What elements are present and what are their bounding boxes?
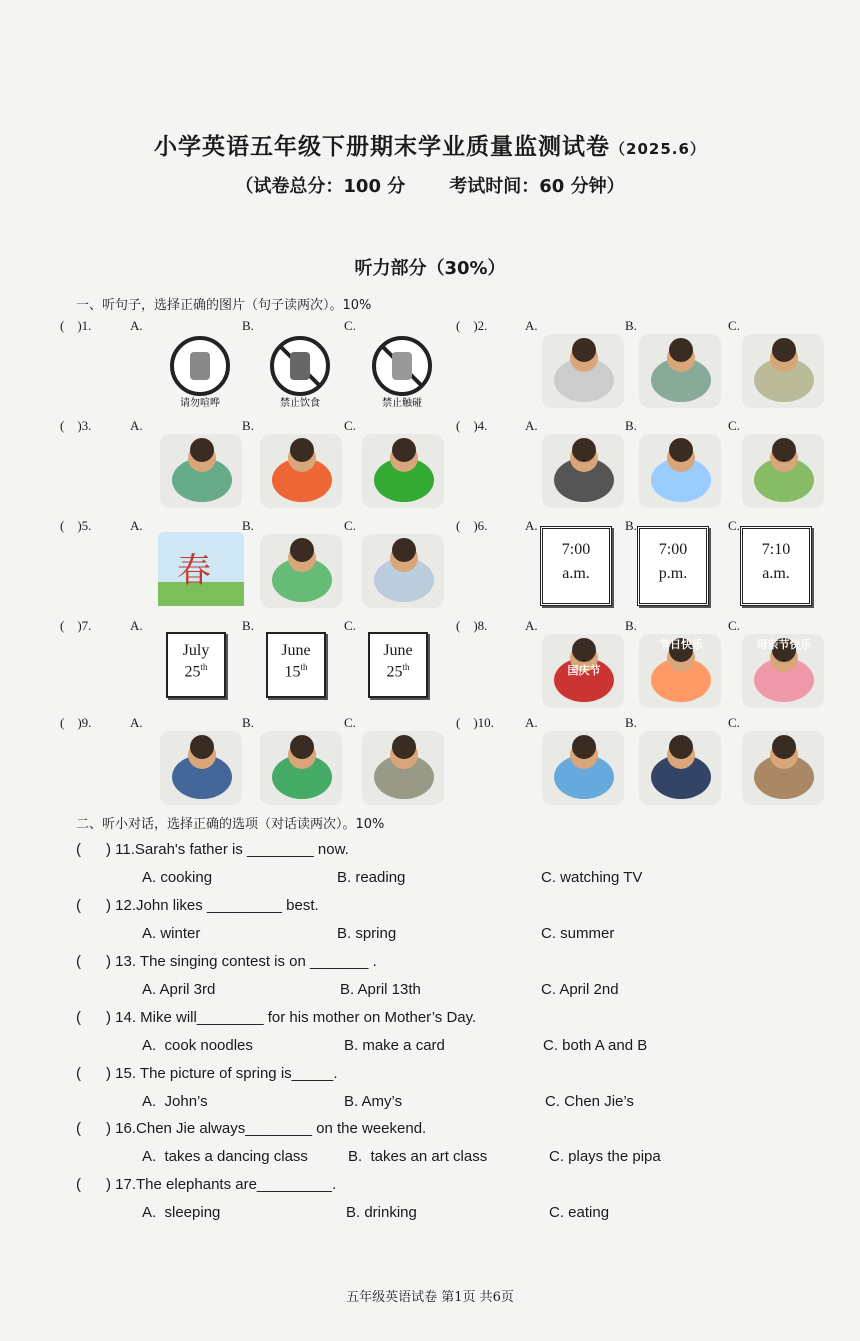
clock-time: 7:00: [658, 541, 688, 558]
option-letter: C.: [344, 715, 356, 730]
illustration-icon: [540, 332, 628, 412]
option-letter: A.: [130, 618, 143, 633]
dialogue-question: ( ) 16.Chen Jie always________ on the weekend.: [76, 1120, 427, 1137]
illustration-icon: [360, 729, 448, 809]
dialogue-question: ( ) 12.John likes _________ best.: [76, 897, 319, 914]
illustration-icon: [258, 729, 346, 809]
illustration-icon: [540, 432, 628, 512]
illustration-icon: [637, 632, 725, 712]
option-letter: A.: [525, 715, 538, 730]
date-suffix: th: [402, 662, 410, 672]
answer-option-a[interactable]: A. cook noodles: [142, 1037, 253, 1054]
illustration-icon: [258, 532, 346, 612]
option-picture[interactable]: [258, 432, 346, 516]
answer-option-b[interactable]: B. Amy’s: [344, 1093, 403, 1110]
option-picture[interactable]: [540, 729, 628, 813]
date-day: 25: [386, 663, 403, 681]
option-letter: C.: [728, 715, 740, 730]
answer-option-b[interactable]: B. April 13th: [340, 981, 421, 998]
option-letter: B.: [625, 418, 637, 433]
question-number: ( )8.: [456, 618, 488, 633]
answer-option-a[interactable]: A. sleeping: [142, 1204, 221, 1221]
dialogue-question: ( ) 15. The picture of spring is_____.: [76, 1065, 338, 1082]
date-day: 25: [184, 663, 201, 681]
option-picture[interactable]: [740, 729, 828, 813]
page-title: [0, 128, 860, 161]
dialogue-question: ( ) 17.The elephants are_________.: [76, 1176, 337, 1193]
date-month: June: [383, 642, 413, 659]
dialogue-question: ( ) 11.Sarah's father is ________ now.: [76, 841, 349, 858]
option-picture[interactable]: [637, 332, 725, 416]
dialogue-question: ( ) 14. Mike will________ for his mother on Mother’s Day.: [76, 1009, 477, 1026]
svg-text:节日快乐: 节日快乐: [659, 638, 703, 651]
option-picture[interactable]: [540, 432, 628, 516]
option-picture[interactable]: [540, 332, 628, 416]
option-letter: A.: [525, 318, 538, 333]
answer-option-a[interactable]: A. April 3rd: [142, 981, 216, 998]
date-day: 15: [284, 663, 301, 681]
option-letter: B.: [242, 715, 254, 730]
illustration-icon: [740, 729, 828, 809]
option-picture[interactable]: [158, 729, 246, 813]
exam-time: 考试时间：60 分钟）: [449, 176, 625, 197]
question-number: ( )9.: [60, 715, 92, 730]
illustration-icon: [637, 332, 725, 412]
answer-option-b[interactable]: B. spring: [337, 925, 397, 942]
option-picture[interactable]: [258, 532, 346, 616]
answer-option-c[interactable]: C. eating: [549, 1204, 610, 1221]
answer-option-b[interactable]: B. takes an art class: [348, 1148, 488, 1165]
option-letter: C.: [344, 618, 356, 633]
answer-option-b[interactable]: B. drinking: [346, 1204, 417, 1221]
option-picture[interactable]: [740, 332, 828, 416]
clock-time: 7:10: [761, 541, 791, 558]
exam-info: [0, 172, 860, 198]
title-date: （2025.6）: [610, 140, 706, 158]
option-letter: C.: [344, 318, 356, 333]
page-footer: 五年级英语试卷 第1页 共6页: [346, 1290, 514, 1305]
illustration-icon: [158, 432, 246, 512]
title-text: 小学英语五年级下册期末学业质量监测试卷: [154, 134, 611, 160]
option-picture[interactable]: [158, 532, 246, 612]
svg-text:母亲节快乐: 母亲节快乐: [756, 638, 812, 651]
option-letter: B.: [625, 318, 637, 333]
option-picture[interactable]: [158, 432, 246, 516]
answer-option-c[interactable]: C. summer: [541, 925, 615, 942]
clock-period: a.m.: [762, 565, 790, 582]
date-month: June: [281, 642, 311, 659]
illustration-icon: [540, 632, 628, 712]
total-score: （试卷总分：100 分: [235, 176, 406, 197]
answer-option-c[interactable]: C. plays the pipa: [549, 1148, 661, 1165]
option-letter: A.: [525, 618, 538, 633]
option-picture[interactable]: [360, 729, 448, 813]
option-letter: B.: [242, 518, 254, 533]
option-letter: A.: [525, 418, 538, 433]
part1-instruction: 一、听句子，选择正确的图片（句子读两次）。10%: [76, 298, 372, 313]
illustration-icon: [740, 632, 828, 712]
date-month: July: [182, 642, 210, 659]
question-number: ( )2.: [456, 318, 488, 333]
option-letter: C.: [728, 618, 740, 633]
section-heading: 听力部分（30%）: [354, 258, 506, 279]
answer-option-a[interactable]: A. cooking: [142, 869, 213, 886]
answer-option-a[interactable]: A. winter: [142, 925, 201, 942]
sign-icon: [158, 332, 246, 410]
answer-option-a[interactable]: A. takes a dancing class: [142, 1148, 308, 1165]
illustration-icon: [540, 729, 628, 809]
option-letter: C.: [344, 518, 356, 533]
clock-time: 7:00: [561, 541, 591, 558]
illustration-icon: [740, 332, 828, 412]
answer-option-c[interactable]: C. both A and B: [543, 1037, 648, 1054]
date-suffix: th: [300, 662, 308, 672]
option-picture[interactable]: [740, 432, 828, 516]
option-picture[interactable]: [360, 332, 448, 414]
option-letter: B.: [625, 518, 637, 533]
sign-label: 请勿喧哗: [180, 398, 220, 409]
option-letter: C.: [728, 318, 740, 333]
sign-icon: [258, 332, 346, 410]
option-letter: A.: [525, 518, 538, 533]
question-number: ( )3.: [60, 418, 92, 433]
question-number: ( )6.: [456, 518, 488, 533]
option-picture[interactable]: [158, 332, 246, 414]
answer-option-c[interactable]: C. April 2nd: [541, 981, 619, 998]
option-letter: B.: [242, 618, 254, 633]
option-letter: B.: [242, 418, 254, 433]
answer-option-c[interactable]: C. watching TV: [541, 869, 643, 886]
answer-option-b[interactable]: B. make a card: [344, 1037, 445, 1054]
option-letter: C.: [728, 518, 740, 533]
option-picture[interactable]: [637, 432, 725, 516]
sign-label: 禁止触碰: [382, 398, 422, 409]
option-letter: A.: [130, 418, 143, 433]
option-letter: A.: [130, 715, 143, 730]
sign-label: 禁止饮食: [280, 398, 320, 409]
option-picture[interactable]: [360, 532, 448, 616]
illustration-icon: [360, 532, 448, 612]
illustration-icon: [637, 432, 725, 512]
illustration-icon: [360, 432, 448, 512]
answer-option-b[interactable]: B. reading: [337, 869, 406, 886]
part2-instruction: 二、听小对话，选择正确的选项（对话读两次）。10%: [76, 817, 385, 832]
date-suffix: th: [200, 662, 208, 672]
option-picture[interactable]: [637, 632, 725, 716]
question-number: ( )7.: [60, 618, 92, 633]
illustration-icon: [158, 729, 246, 809]
dialogue-question: ( ) 13. The singing contest is on _______ .: [76, 953, 377, 970]
option-picture[interactable]: [360, 432, 448, 516]
option-picture[interactable]: [540, 632, 628, 716]
option-letter: A.: [130, 518, 143, 533]
clock-period: p.m.: [658, 565, 688, 582]
illustration-icon: [740, 432, 828, 512]
question-number: ( )5.: [60, 518, 92, 533]
answer-option-c[interactable]: C. Chen Jie’s: [545, 1093, 634, 1110]
illustration-icon: [258, 432, 346, 512]
question-number: ( )1.: [60, 318, 92, 333]
question-number: ( )4.: [456, 418, 488, 433]
option-letter: A.: [130, 318, 143, 333]
option-letter: B.: [625, 618, 637, 633]
svg-text:国庆节: 国庆节: [567, 664, 601, 677]
clock-period: a.m.: [562, 565, 590, 582]
sign-icon: [360, 332, 448, 410]
option-letter: B.: [625, 715, 637, 730]
illustration-icon: [637, 729, 725, 809]
spring-scene-icon: [158, 532, 246, 608]
option-letter: C.: [344, 418, 356, 433]
option-picture[interactable]: [637, 729, 725, 813]
answer-option-a[interactable]: A. John’s: [142, 1093, 208, 1110]
option-picture[interactable]: [740, 632, 828, 716]
question-number: ( )10.: [456, 715, 494, 730]
option-picture[interactable]: [258, 729, 346, 813]
option-letter: C.: [728, 418, 740, 433]
svg-text:春: 春: [177, 551, 211, 591]
option-picture[interactable]: [258, 332, 346, 414]
option-letter: B.: [242, 318, 254, 333]
